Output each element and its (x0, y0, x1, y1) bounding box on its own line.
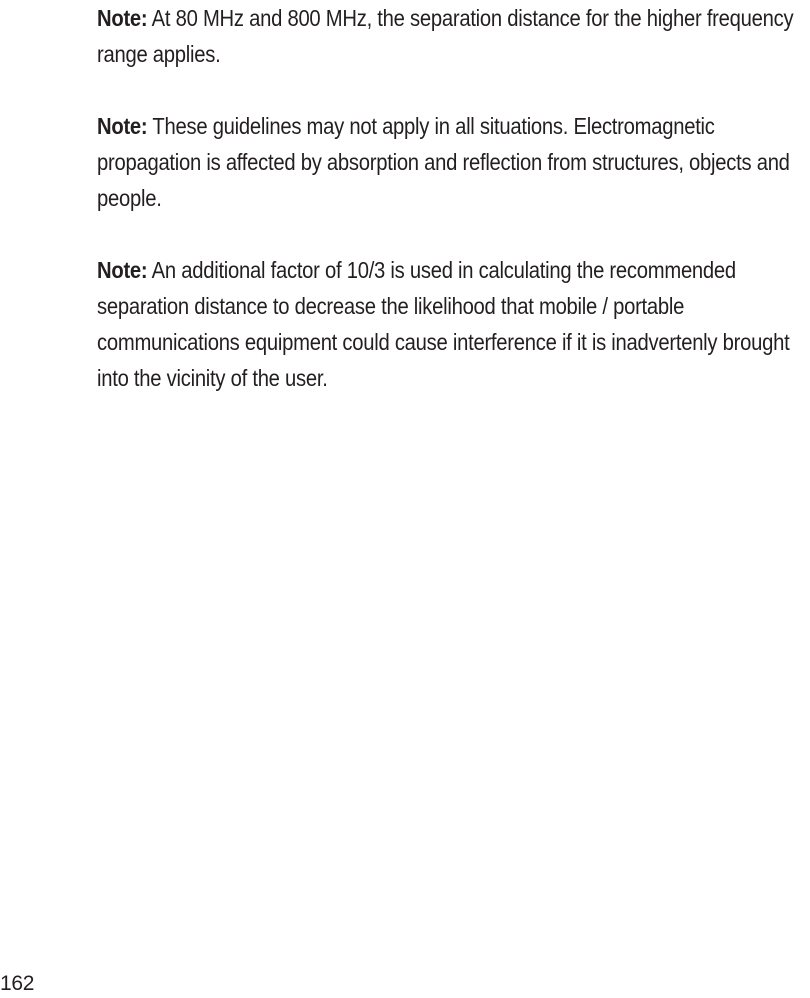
page-number: 162 (0, 972, 35, 995)
note-text: An additional factor of 10/3 is used in calculating the recommended separation distance to decrease the likelihood that mobile / portable communications equipment could cause interference if it is inadvertenly brought into the vicinity of the user. (97, 257, 790, 391)
note-paragraph (97, 0, 809, 72)
note-label: Note: (97, 257, 148, 283)
note-text: These guidelines may not apply in all situations. Electromagnetic propagation is affected by absorption and reflection from structures, objects and people. (97, 113, 790, 211)
note-label: Note: (97, 113, 148, 139)
note-paragraph (97, 252, 809, 396)
note-paragraph (97, 108, 809, 216)
note-label: Note: (97, 5, 148, 31)
notes-section (97, 0, 809, 396)
note-text: At 80 MHz and 800 MHz, the separation distance for the higher frequency range applies. (97, 5, 794, 67)
